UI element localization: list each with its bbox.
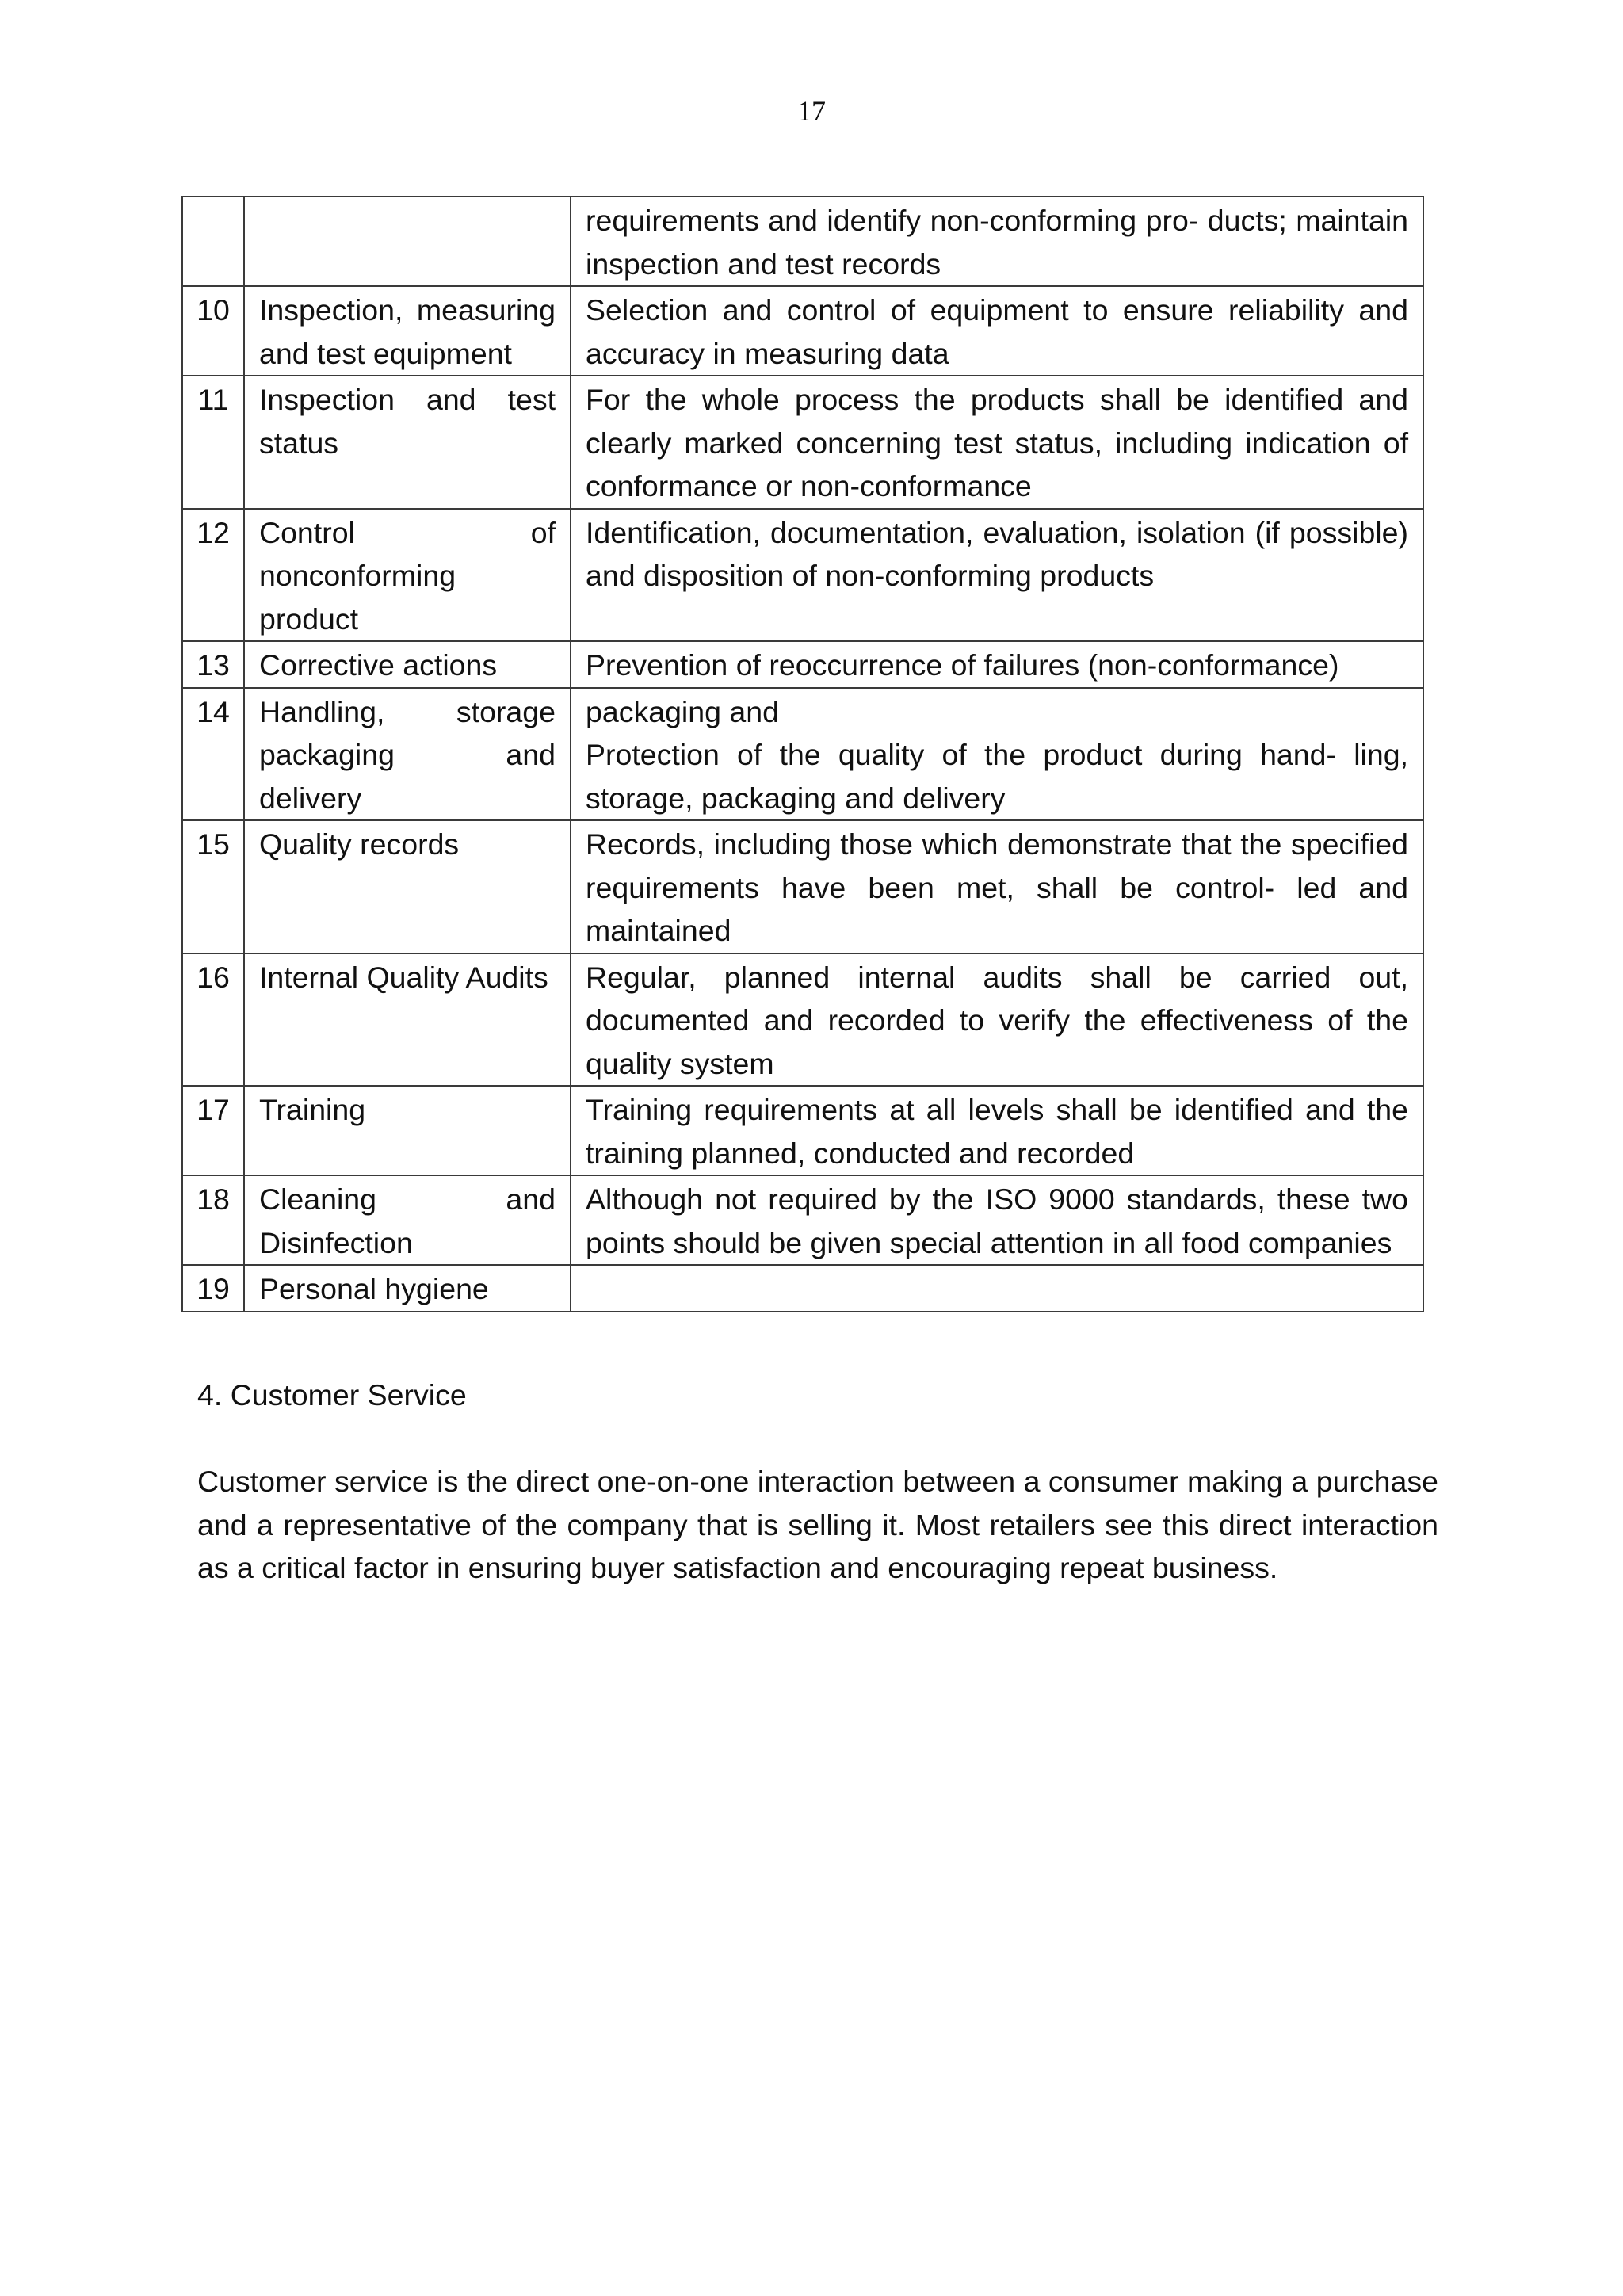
row-topic: Personal hygiene [244,1265,571,1312]
row-topic: Internal Quality Audits [244,953,571,1087]
row-description: For the whole process the products shall be identified and clearly marked concerning test status, including indication of conformance or non-conformance [571,376,1423,509]
row-description: Selection and control of equipment to ensure reliability and accuracy in measuring data [571,286,1423,376]
table-row [182,953,1423,1087]
row-number: 11 [182,376,244,509]
row-number: 12 [182,509,244,642]
row-topic: Cleaning and Disinfection [244,1175,571,1265]
body-paragraph: Customer service is the direct one-on-one interaction between a consumer making a purchase and a representative of the company that is selling it. Most retailers see this direct interaction as a critical factor in ensuring buyer satisfaction and encouraging repeat business. [197,1465,1438,1584]
row-number [182,197,244,286]
row-topic [244,197,571,286]
row-number: 19 [182,1265,244,1312]
row-topic: Training [244,1086,571,1175]
table-row [182,1175,1423,1265]
row-topic: Inspection, measuring and test equipment [244,286,571,376]
row-number: 16 [182,953,244,1087]
row-topic: Control of nonconforming product [244,509,571,642]
row-number: 10 [182,286,244,376]
section-heading: 4. Customer Service [197,1378,467,1412]
row-number: 17 [182,1086,244,1175]
table-row [182,641,1423,688]
table-row [182,1086,1423,1175]
row-description: Prevention of reoccurrence of failures (non-conformance) [571,641,1423,688]
row-description-text: Protection of the quality of the product during hand- ling, storage, packaging and delivery [586,738,1408,815]
row-number: 18 [182,1175,244,1265]
row-topic: Inspection and test status [244,376,571,509]
row-number: 14 [182,688,244,821]
row-topic: Quality records [244,820,571,953]
row-description [571,1265,1423,1312]
row-description [571,688,1423,821]
table-row [182,286,1423,376]
row-description: Records, including those which demonstrate that the specified requirements have been met, shall be control- led and maintained [571,820,1423,953]
row-description: Training requirements at all levels shall be identified and the training planned, conducted and recorded [571,1086,1423,1175]
row-description: Regular, planned internal audits shall be carried out, documented and recorded to verify the effectiveness of the quality system [571,953,1423,1087]
row-description: requirements and identify non-conforming pro- ducts; maintain inspection and test records [571,197,1423,286]
table-row [182,376,1423,509]
row-description: Identification, documentation, evaluation, isolation (if possible) and disposition of non-conforming products [571,509,1423,642]
page-number: 17 [797,95,826,127]
quality-system-table [181,196,1424,1312]
table-row [182,688,1423,821]
row-topic: Handling, storage packaging and delivery [244,688,571,821]
row-topic: Corrective actions [244,641,571,688]
row-number: 15 [182,820,244,953]
table-row [182,509,1423,642]
table-row [182,1265,1423,1312]
row-description: Although not required by the ISO 9000 standards, these two points should be given special attention in all food companies [571,1175,1423,1265]
table-row [182,820,1423,953]
row-number: 13 [182,641,244,688]
row-description-line: packaging and [586,694,779,728]
table-row [182,197,1423,286]
